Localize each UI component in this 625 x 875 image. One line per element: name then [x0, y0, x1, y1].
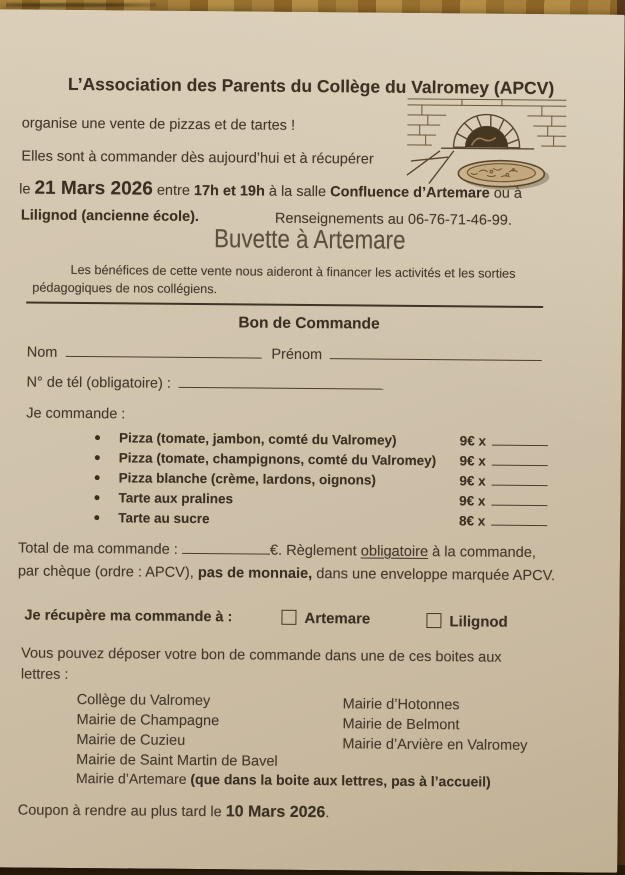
item-label: Pizza (tomate, champignons, comté du Valromey) — [118, 450, 437, 469]
item-label: Tarte au sucre — [118, 510, 210, 527]
dropoff-locations-left — [76, 690, 278, 772]
section-title-order: Bon de Commande — [238, 314, 380, 333]
pickup-option-label: Lilignod — [449, 613, 508, 631]
firstname-label: Prénom — [271, 346, 323, 364]
hall-name: Confluence d’Artemare — [330, 184, 490, 202]
dropoff-location: Mairie de Belmont — [342, 716, 460, 734]
quantity-input-line[interactable] — [492, 433, 548, 446]
quantity-input-line[interactable] — [491, 493, 547, 506]
name-input-line[interactable] — [65, 344, 261, 359]
intro-line-2: Elles sont à commander dès aujourd’hui et à récupérer — [21, 148, 374, 168]
total-line2-start: par chèque (ordre : APCV), — [17, 563, 198, 582]
at-hall-text: à la salle — [264, 183, 331, 201]
item-label: Pizza (tomate, jambon, comté du Valromey) — [118, 430, 397, 448]
bullet-icon — [95, 475, 100, 480]
total-after-blank: €. Règlement — [269, 542, 361, 560]
quantity-input-line[interactable] — [492, 473, 548, 486]
event-date: 21 Mars 2026 — [34, 177, 153, 200]
total-paragraph — [18, 537, 578, 588]
order-item-row — [95, 429, 548, 449]
event-hours: 17h et 19h — [193, 182, 265, 200]
order-form-paper — [0, 9, 625, 872]
total-label: Total de ma commande : — [17, 540, 182, 558]
phone-label: N° de tél (obligatoire) : — [26, 374, 171, 392]
total-underlined-word: obligatoire — [360, 543, 429, 561]
total-line1-end: à la commande, — [428, 544, 537, 561]
total-line2-bold: pas de monnaie, — [197, 565, 313, 583]
info-phone: Renseignements au 06-76-71-46-99. — [274, 210, 512, 229]
phone-row — [26, 374, 384, 394]
name-row — [27, 344, 542, 365]
order-item-row — [94, 509, 547, 529]
firstname-input-line[interactable] — [330, 346, 542, 361]
dropoff-locations-right — [342, 694, 528, 756]
dropoff-location-artemare-note — [76, 770, 491, 790]
item-label: Tarte aux pralines — [118, 490, 234, 507]
order-item-row — [95, 469, 548, 489]
between-text: entre — [152, 182, 195, 199]
checkbox-lilignod[interactable] — [426, 613, 441, 628]
quantity-input-line[interactable] — [492, 453, 548, 466]
item-price: 8€ x — [458, 513, 486, 529]
pizza-oven-illustration — [401, 97, 572, 193]
phone-input-line[interactable] — [179, 375, 384, 390]
or-at-text: ou à — [489, 185, 523, 202]
bullet-icon — [95, 455, 100, 460]
dropoff-location: Mairie d’Arvière en Valromey — [342, 736, 528, 754]
order-item-row — [94, 489, 547, 509]
total-line2-end: dans une enveloppe marquée APCV. — [312, 566, 556, 585]
item-price: 9€ x — [459, 493, 486, 509]
dropoff-location-note: (que dans la boite aux lettres, pas à l’accueil) — [190, 770, 491, 790]
date-prefix: le — [19, 181, 35, 198]
dropoff-location: Mairie de Cuzieu — [76, 731, 186, 749]
intro-line-1: organise une vente de pizzas et de tartes ! — [21, 115, 296, 134]
dropoff-location: Collège du Valromey — [76, 691, 211, 710]
total-input-line[interactable] — [182, 541, 270, 555]
dropoff-location: Mairie de Saint Martin de Bavel — [76, 751, 278, 770]
deadline-date: 10 Mars 2026 — [225, 803, 326, 822]
pickup-option-artemare — [281, 610, 370, 628]
bullet-icon — [94, 515, 99, 520]
item-price: 9€ x — [459, 433, 487, 449]
dropoff-intro: Vous pouvez déposer votre bon de commande dans une de ces boites aux lettres : — [20, 645, 502, 683]
item-price: 9€ x — [459, 473, 486, 489]
dropoff-location: Mairie d’Artemare — [75, 769, 191, 787]
dropoff-location: Mairie d’Hotonnes — [342, 696, 460, 714]
pickup-label: Je récupère ma commande à : — [24, 607, 233, 626]
item-price: 9€ x — [459, 453, 486, 469]
horizontal-rule — [26, 302, 543, 309]
page-title: L’Association des Parents du Collège du Valromey (APCV) — [67, 73, 555, 99]
deadline-suffix: . — [325, 805, 330, 822]
pickup-option-lilignod — [426, 613, 507, 631]
bullet-icon — [94, 495, 99, 500]
order-intro-label: Je commande : — [26, 405, 126, 423]
item-label: Pizza blanche (crème, lardons, oignons) — [118, 470, 377, 488]
checkbox-artemare[interactable] — [281, 610, 296, 625]
bullet-icon — [95, 435, 100, 440]
deadline-line — [18, 801, 330, 822]
buvette-banner: Buvette à Artemare — [213, 223, 406, 255]
event-date-line — [19, 177, 522, 203]
order-item-row — [95, 449, 548, 469]
quantity-input-line[interactable] — [491, 513, 547, 526]
alt-location: Lilignod (ancienne école). — [20, 207, 200, 226]
benefits-paragraph: Les bénéfices de cette vente nous aideront à financer les activités et les sorties pédagogiques de nos collégiens. — [32, 262, 516, 297]
pickup-option-label: Artemare — [304, 609, 371, 628]
deadline-prefix: Coupon à rendre au plus tard le — [17, 802, 226, 821]
dropoff-location: Mairie de Champagne — [76, 711, 220, 730]
name-label: Nom — [26, 344, 58, 361]
